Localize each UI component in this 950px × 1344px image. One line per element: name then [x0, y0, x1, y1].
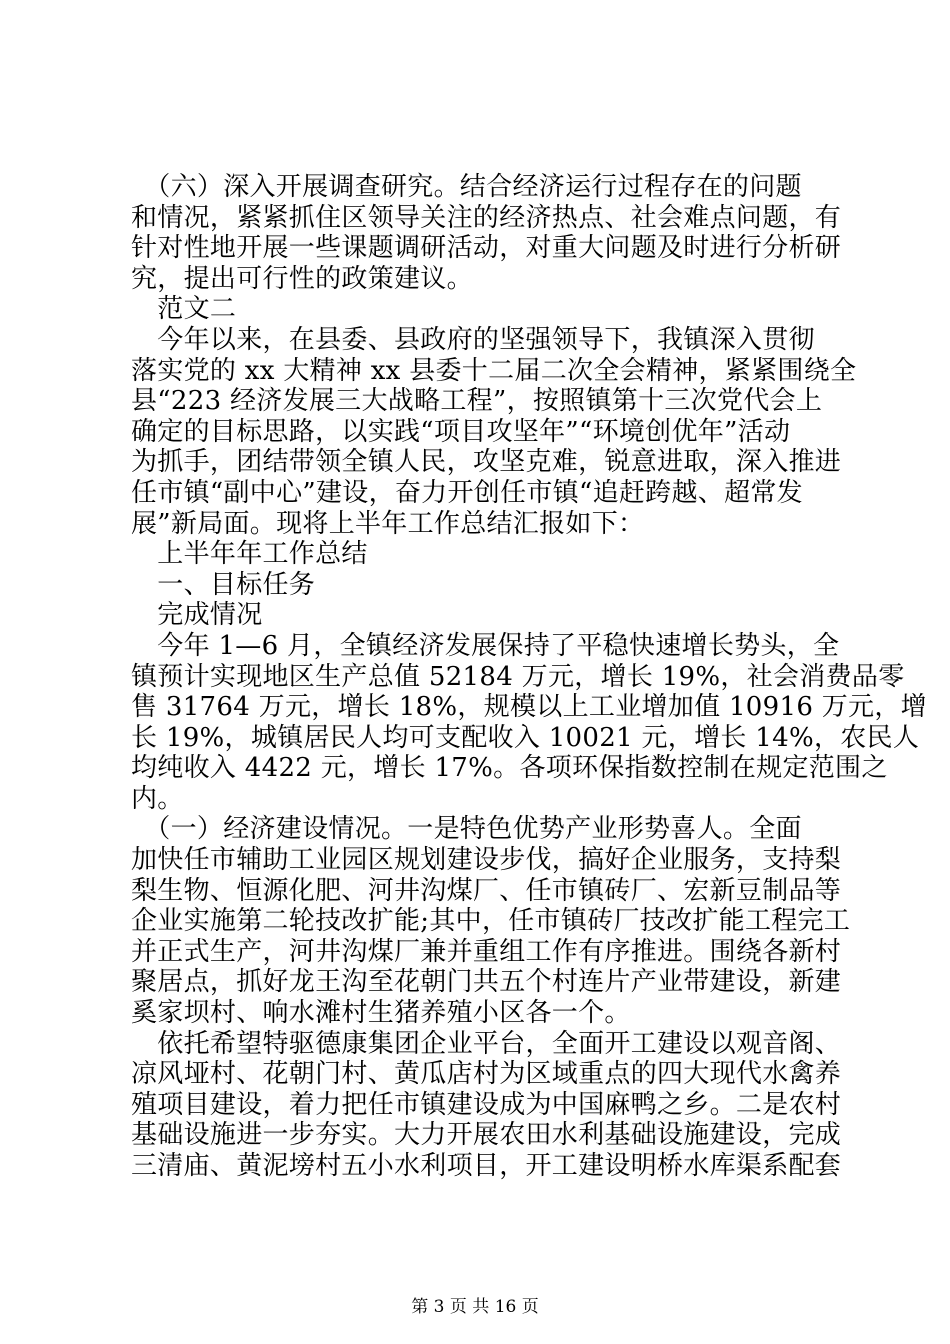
- text-line: 确定的目标思路，以实践“项目攻坚年”“环境创优年”活动: [131, 416, 791, 447]
- text-line: 县“223 经济发展三大战略工程”，按照镇第十三次党代会上: [131, 386, 823, 417]
- text-line: 并正式生产，河井沟煤厂兼并重组工作有序推进。围绕各新村: [131, 936, 842, 967]
- page-number-label: 第 3 页 共 16 页: [411, 1297, 539, 1317]
- text-line: 聚居点，抓好龙王沟至花朝门共五个村连片产业带建设，新建: [131, 967, 842, 998]
- text-line: 殖项目建设，着力把任市镇建设成为中国麻鸭之乡。二是农村: [131, 1089, 842, 1120]
- text-line: 任市镇“副中心”建设，奋力开创任市镇“追赶跨越、超常发: [131, 477, 803, 508]
- text-line: （六）深入开展调查研究。结合经济运行过程存在的问题: [131, 172, 802, 202]
- page-footer: [0, 1297, 950, 1317]
- text-line: 究，提出可行性的政策建议。: [131, 263, 473, 294]
- text-line: 长 19%，城镇居民人均可支配收入 10021 元，增长 14%，农民人: [131, 722, 920, 753]
- text-line: 内。: [131, 783, 184, 814]
- text-line: 和情况，紧紧抓住区领导关注的经济热点、社会难点问题，有: [131, 202, 842, 233]
- text-line: 基础设施进一步夯实。大力开展农田水利基础设施建设，完成: [131, 1120, 842, 1151]
- text-line: 梨生物、恒源化肥、河井沟煤厂、任市镇砖厂、宏新豆制品等: [131, 875, 842, 906]
- text-line: （一）经济建设情况。一是特色优势产业形势喜人。全面: [131, 814, 802, 845]
- text-line: 范文二: [131, 294, 237, 325]
- text-line: 今年以来，在县委、县政府的坚强领导下，我镇深入贯彻: [131, 324, 815, 355]
- text-line: 奚家坝村、响水滩村生猪养殖小区各一个。: [131, 998, 631, 1029]
- text-line: 凉风垭村、花朝门村、黄瓜店村为区域重点的四大现代水禽养: [131, 1059, 842, 1090]
- text-line: 上半年年工作总结: [131, 539, 368, 570]
- text-line: 一、目标任务: [131, 569, 316, 600]
- text-line: 均纯收入 4422 元，增长 17%。各项环保指数控制在规定范围之: [131, 753, 888, 784]
- text-line: 加快任市辅助工业园区规划建设步伐，搞好企业服务，支持梨: [131, 845, 842, 876]
- text-line: 为抓手，团结带领全镇人民，攻坚克难，锐意进取，深入推进: [131, 447, 842, 478]
- text-line: 今年 1—6 月，全镇经济发展保持了平稳快速增长势头，全: [131, 630, 840, 661]
- text-line: 镇预计实现地区生产总值 52184 万元，增长 19%，社会消费品零: [131, 661, 905, 692]
- text-line: 售 31764 万元，增长 18%，规模以上工业增加值 10916 万元，增: [131, 692, 927, 723]
- text-line: 三清庙、黄泥塝村五小水利项目，开工建设明桥水库渠系配套: [131, 1151, 842, 1181]
- text-line: 落实党的 xx 大精神 xx 县委十二届二次全会精神，紧紧围绕全: [131, 355, 857, 386]
- text-line: 完成情况: [131, 600, 263, 631]
- text-line: 针对性地开展一些课题调研活动，对重大问题及时进行分析研: [131, 233, 842, 264]
- document-body: [131, 172, 927, 1182]
- text-line: 展”新局面。现将上半年工作总结汇报如下：: [131, 508, 645, 539]
- text-line: 依托希望特驱德康集团企业平台，全面开工建设以观音阁、: [131, 1028, 842, 1059]
- text-line: 企业实施第二轮技改扩能;其中，任市镇砖厂技改扩能工程完工: [131, 906, 851, 937]
